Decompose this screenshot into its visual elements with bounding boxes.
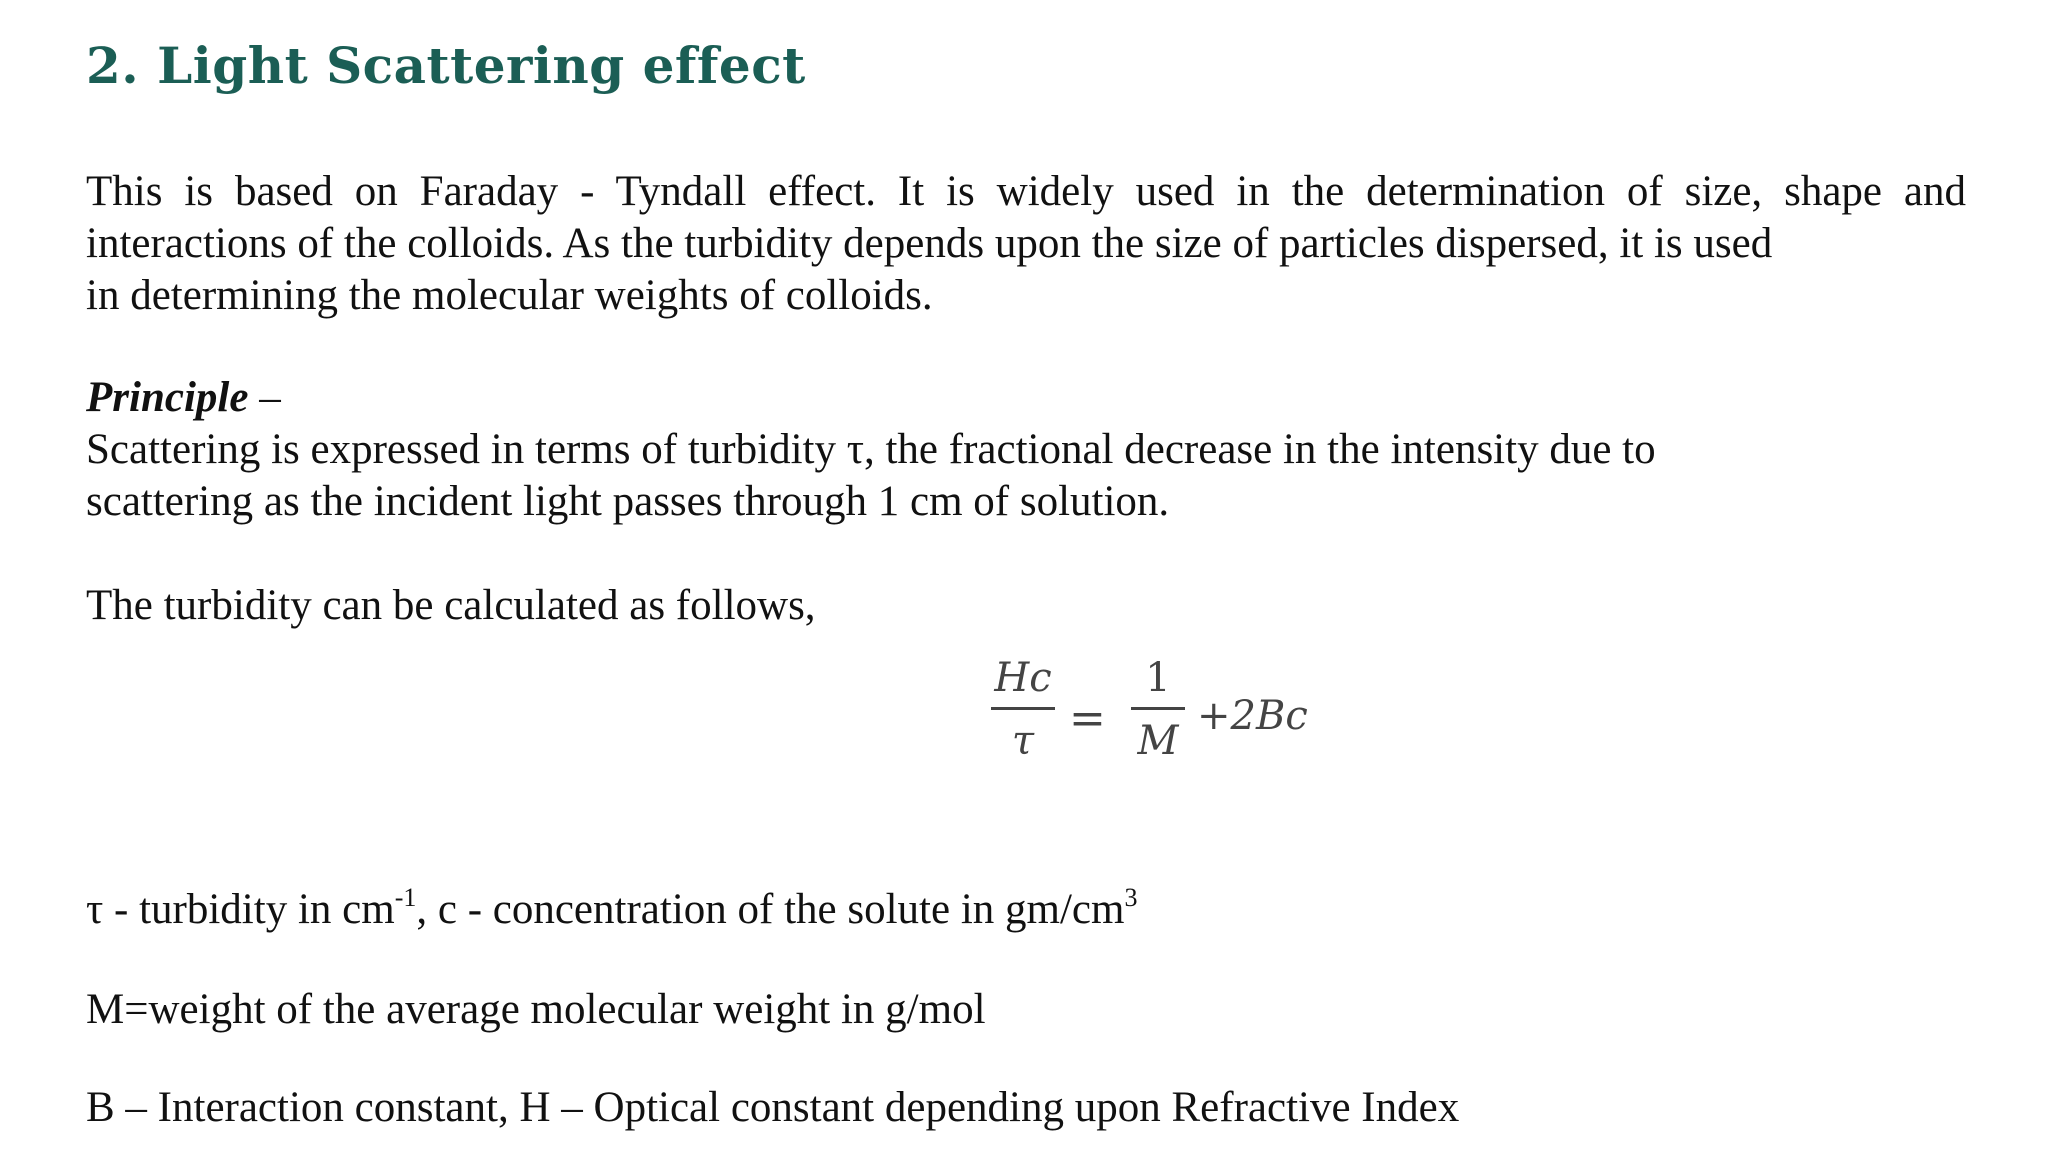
principle-heading [86,372,281,424]
definition-tau-text: τ - turbidity in cm [86,886,395,933]
equation-tail-term: 2Bc [1230,693,1308,739]
equation-rhs-denominator: M [1137,718,1179,764]
principle-line-2: scattering as the incident light passes through 1 cm of solution. [86,478,1170,525]
principle-line-1: Scattering is expressed in terms of turbidity τ, the fractional decrease in the intensity due to [86,426,1656,473]
equation-lhs-denominator: τ [1011,718,1035,764]
definition-c-exponent: 3 [1124,882,1138,912]
definition-tau-c [86,884,1137,936]
intro-line-2: interactions of the colloids. As the turbidity depends upon the size of particles dispersed, it is used [86,220,1773,267]
principle-heading-label: Principle [86,374,249,421]
equation-equals: = [1069,693,1106,744]
turbidity-intro: The turbidity can be calculated as follows, [86,582,816,629]
definition-c-text: , c - concentration of the solute in gm/cm [416,886,1125,933]
intro-paragraph [86,166,1986,322]
definition-b-h: B – Interaction constant, H – Optical constant depending upon Refractive Index [86,1084,1460,1131]
principle-paragraph [86,424,1656,528]
definition-tau-exponent: -1 [394,882,417,912]
equation-rhs-fraction-bar [1131,707,1185,710]
equation-rhs-fraction [1131,655,1185,764]
slide [86,0,1986,1152]
equation-lhs-numerator: Hc [994,655,1052,701]
slide-title: 2. Light Scattering effect [86,36,806,95]
equation-lhs-fraction [991,655,1055,764]
equation-plus: + [1197,693,1231,739]
definition-m: M=weight of the average molecular weight in g/mol [86,986,986,1033]
intro-line-3: in determining the molecular weights of colloids. [86,272,933,319]
equation-rhs-numerator: 1 [1145,655,1171,701]
equation-lhs-fraction-bar [991,707,1055,710]
intro-line-1: This is based on Faraday - Tyndall effect. It is widely used in the determination of size, shape and [86,168,1966,215]
equation-tail [1197,693,1308,739]
principle-heading-dash: – [248,374,281,421]
turbidity-equation [991,655,1451,775]
